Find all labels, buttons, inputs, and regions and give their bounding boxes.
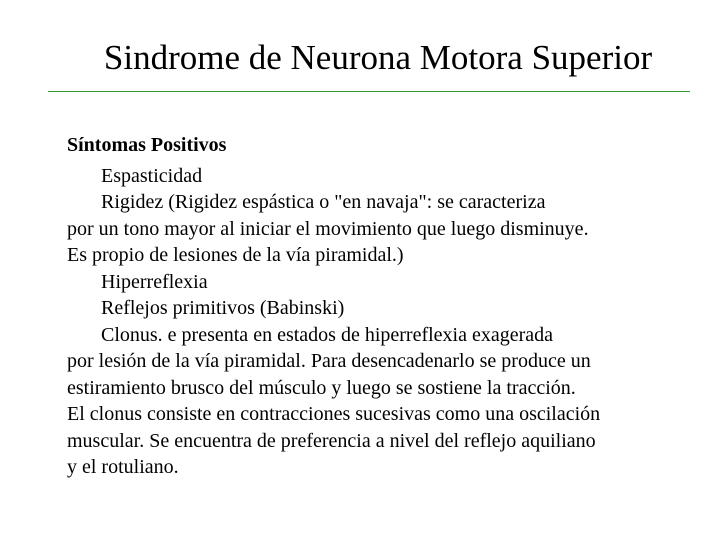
body-line: y el rotuliano. <box>67 456 179 478</box>
slide-body <box>67 132 722 481</box>
body-line: Clonus. e presenta en estados de hiperreflexia exagerada <box>101 323 554 346</box>
section-heading: Síntomas Positivos <box>67 134 227 156</box>
body-line: por un tono mayor al iniciar el movimiento que luego disminuye. <box>67 217 589 240</box>
body-line: Reflejos primitivos (Babinski) <box>101 297 345 319</box>
title-divider <box>48 91 690 92</box>
body-line: por lesión de la vía piramidal. Para desencadenarlo se produce un <box>67 350 591 372</box>
slide-title: Sindrome de Neurona Motora Superior <box>103 38 653 77</box>
body-line: Es propio de lesiones de la vía piramidal.) <box>67 244 404 266</box>
body-line: Hiperreflexia <box>101 270 208 293</box>
body-line: El clonus consiste en contracciones sucesivas como una oscilación <box>67 403 601 425</box>
body-line: Rigidez (Rigidez espástica o "en navaja": se caracteriza <box>101 191 546 213</box>
body-line: Espasticidad <box>101 164 203 187</box>
body-line: estiramiento brusco del músculo y luego se sostiene la tracción. <box>67 376 576 399</box>
body-line: muscular. Se encuentra de preferencia a nivel del reflejo aquiliano <box>67 429 596 452</box>
